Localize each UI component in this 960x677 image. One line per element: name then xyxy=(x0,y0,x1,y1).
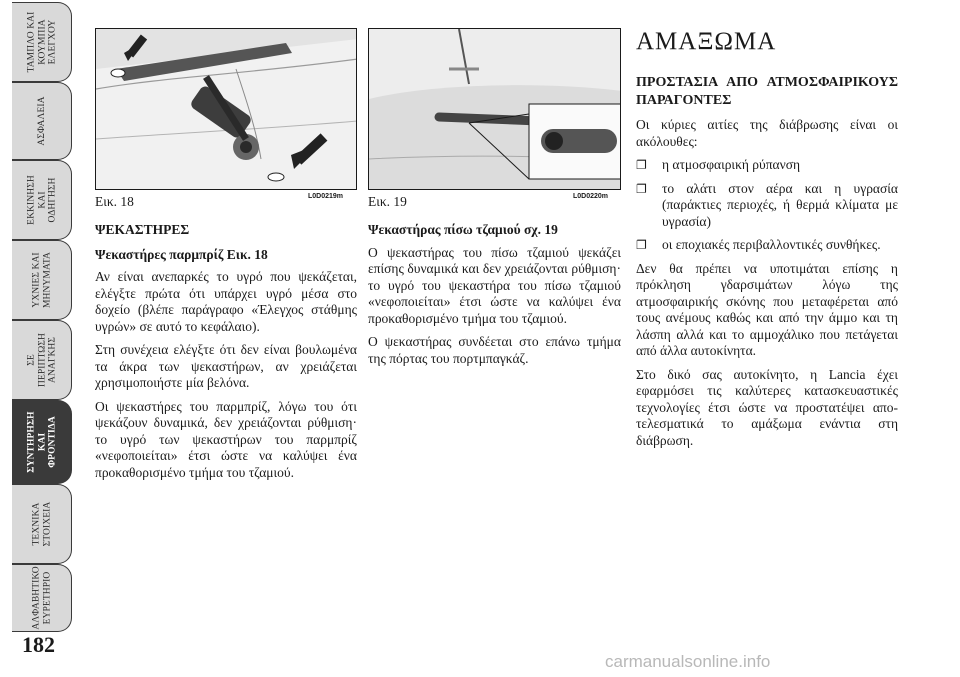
paragraph: Στη συνέχεια ελέγξτε ότι δεν είναι βουλωμένα τα άκρα των ψεκαστήρων, αν χρειάζεται χρησιμοποιήστε μία βελόνα. xyxy=(95,342,357,390)
windscreen-washer-illustration xyxy=(96,29,357,190)
tab-label: ΣΥΝΤΗΡΗΣΗ ΚΑΙ ΦΡΟΝΤΙΔΑ xyxy=(25,411,57,473)
list-item xyxy=(636,157,898,174)
paragraph: Ο ψεκαστήρας συνδέεται στο επάνω τμήμα της πόρτας του πορτμπαγκάζ. xyxy=(368,334,621,366)
checkbox-bullet-icon: ❐ xyxy=(636,158,647,172)
list-item-text: οι εποχιακές περιβαλλοντικές συνθήκες. xyxy=(662,237,881,252)
washers-heading: ΨΕΚΑΣΤΗΡΕΣ xyxy=(95,222,190,237)
paragraph: Οι ψεκαστήρες του παρμπρίζ, λόγω του ότι ψεκάζουν δυναμικά, δεν χρειάζονται ρύθμιση· το υγρό των ψεκαστήρων του παρμπρίζ «νεφοποιείται» έτσι ώστε να καλύψει ένα προκαθορισμένο τμήμα του τζαμιού. xyxy=(95,398,357,480)
list-item-text: η ατμοσφαιρική ρύπανση xyxy=(662,157,801,172)
figure-19-caption: Εικ. 19 xyxy=(368,194,407,209)
tab-label: ΑΛΦΑΒΗΤΙΚΟ ΕΥΡΕΤΗΡΙΟ xyxy=(31,566,52,630)
paragraph: Δεν θα πρέπει να υποτιμάται επίσης η πρόκληση γδαρσιμάτων λόγω της ατμοσφαιρικής σκόνης που μεταφέρεται από τους ανέμους καθώς και από την άμμο και τη λάσπη αλλά και το αμμοχάλικο που πετάγεται από άλλα αυτοκίνητα. xyxy=(636,260,898,358)
checkbox-bullet-icon: ❐ xyxy=(636,181,647,196)
list-item-text: το αλάτι στον αέρα και η υγρασία (παράκτιες περιοχές, ή θερμά κλίματα με υγρασία) xyxy=(662,180,898,229)
figure-18-code: L0D0219m xyxy=(308,193,344,200)
figure-19-code: L0D0220m xyxy=(573,193,609,200)
page-number: 182 xyxy=(22,632,55,657)
rear-washer-subheading: Ψεκαστήρας πίσω τζαμιού σχ. 19 xyxy=(368,222,558,237)
rear-washer-illustration xyxy=(369,29,621,190)
tab-emergency[interactable] xyxy=(12,320,72,400)
column-washers xyxy=(95,222,357,488)
windscreen-washers-subheading: Ψεκαστήρες παρμπρίζ Εικ. 18 xyxy=(95,246,268,262)
figure-windscreen-washer xyxy=(95,28,357,190)
paragraph: Στο δικό σας αυτοκίνητο, η Lancia έχει εφαρμόσει τις καλύτερες κατασκευαστικές τεχνολογίες έτσι ώστε να προστατέψει απο-τελεσματικά το αμάξωμα ενάντια στη διάβρωση. xyxy=(636,366,898,448)
tab-technical-data[interactable] xyxy=(12,484,72,564)
tab-label: ΤΕΧΝΙΚΑ ΣΤΟΙΧΕΙΑ xyxy=(31,501,52,547)
tab-dashboard-controls[interactable] xyxy=(12,2,72,82)
tab-label: ΥΧΝΙΕΣ ΚΑΙ ΜΗΝΥΜΑΤΑ xyxy=(31,252,52,308)
section-tabs xyxy=(0,0,72,640)
checkbox-bullet-icon: ❐ xyxy=(636,238,647,252)
figure-18-caption: Εικ. 18 xyxy=(95,194,134,209)
tab-warning-lights[interactable] xyxy=(12,240,72,320)
figure-rear-washer xyxy=(368,28,621,190)
corrosion-protection-heading: ΠΡΟΣΤΑΣΙΑ ΑΠΟ ΑΤΜΟΣΦΑΙΡΙΚΟΥΣ ΠΑΡΑΓΟΝΤΕΣ xyxy=(636,75,898,108)
tab-label: ΤΑΜΠΛΟ ΚΑΙ ΚΟΥΜΠΙΑ ΕΛΕΓΧΟΥ xyxy=(25,11,57,73)
paragraph: Ο ψεκαστήρας του πίσω τζαμιού ψεκάζει επίσης δυναμικά και δεν χρειάζονται ρύθμιση· το υγρό του ψεκαστήρα του πίσω τζαμιού «νεφοποιείται» έτσι ώστε να καλύψει ένα προκαθορισμένο τμήμα του τζαμιού. xyxy=(368,244,621,326)
section-title: ΑΜΑΞΩΜΑ xyxy=(636,28,777,55)
paragraph: Αν είναι ανεπαρκές το υγρό που ψεκάζεται, ελέγξτε πρώτα ότι υπάρχει υγρό μέσα στο δοχείο (βλέπε παράγραφο «Έλεγχος στάθμης υγρών» σε αυτό το κεφάλαιο). xyxy=(95,269,357,334)
tab-maintenance-care[interactable] xyxy=(12,400,72,484)
column-rear-washer xyxy=(368,222,621,374)
tab-safety[interactable] xyxy=(12,82,72,160)
list-item xyxy=(636,237,898,254)
watermark[interactable]: carmanualsonline.info xyxy=(605,652,771,671)
tab-label: ΑΣΦΑΛΕΙΑ xyxy=(36,96,47,146)
tab-starting-driving[interactable] xyxy=(12,160,72,240)
tab-label: ΣΕ ΠΕΡΙΠΤΩΣΗ ΑΝΑΓΚΗΣ xyxy=(25,333,57,387)
tab-label: ΕΚΚΙΝΗΣΗ ΚΑΙ ΟΔΗΓΗΣΗ xyxy=(25,175,57,225)
column-bodywork xyxy=(636,28,898,456)
tab-index[interactable] xyxy=(12,564,72,632)
list-item xyxy=(636,181,898,231)
paragraph: Οι κύριες αιτίες της διάβρωσης είναι οι ακόλουθες: xyxy=(636,117,898,149)
